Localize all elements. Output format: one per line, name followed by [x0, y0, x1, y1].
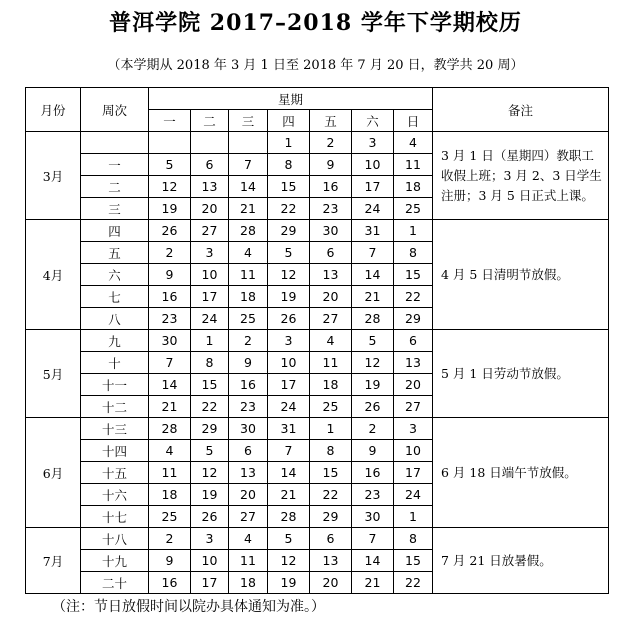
day-cell: 26 [191, 506, 229, 528]
week-label: 六 [81, 264, 149, 286]
day-cell: 10 [191, 264, 229, 286]
day-cell: 20 [310, 572, 352, 594]
day-cell: 16 [229, 374, 268, 396]
day-cell: 11 [229, 264, 268, 286]
day-cell: 27 [191, 220, 229, 242]
week-label: 十二 [81, 396, 149, 418]
day-cell: 30 [229, 418, 268, 440]
calendar-table [25, 87, 609, 594]
day-cell: 11 [149, 462, 191, 484]
day-cell: 14 [149, 374, 191, 396]
remark-cell: 3 月 1 日（星期四）教职工收假上班；3 月 2、3 日学生注册；3 月 5 日正式上课。 [433, 132, 609, 220]
week-header: 周次 [81, 88, 149, 132]
day-cell: 8 [310, 440, 352, 462]
day-cell: 12 [191, 462, 229, 484]
week-label: 八 [81, 308, 149, 330]
day-cell: 4 [394, 132, 433, 154]
day-cell: 6 [394, 330, 433, 352]
week-label: 十八 [81, 528, 149, 550]
day-cell: 2 [229, 330, 268, 352]
remark-cell: 5 月 1 日劳动节放假。 [433, 330, 609, 418]
day-cell: 1 [268, 132, 310, 154]
day-cell: 13 [229, 462, 268, 484]
remarks-header: 备注 [433, 88, 609, 132]
day-cell: 25 [394, 198, 433, 220]
week-label [81, 132, 149, 154]
week-row [26, 330, 609, 352]
remark-cell: 6 月 18 日端午节放假。 [433, 418, 609, 528]
day-cell: 9 [229, 352, 268, 374]
day-cell: 14 [352, 550, 394, 572]
week-row [26, 220, 609, 242]
day-cell: 22 [191, 396, 229, 418]
day-cell: 3 [352, 132, 394, 154]
day-cell: 28 [352, 308, 394, 330]
day-cell: 8 [394, 242, 433, 264]
day-cell: 7 [352, 242, 394, 264]
day-cell: 20 [229, 484, 268, 506]
day-cell: 18 [310, 374, 352, 396]
day-cell: 7 [229, 154, 268, 176]
day-cell: 3 [268, 330, 310, 352]
day-cell: 16 [352, 462, 394, 484]
week-label: 十一 [81, 374, 149, 396]
week-label: 三 [81, 198, 149, 220]
day-cell: 28 [149, 418, 191, 440]
day-cell: 21 [352, 572, 394, 594]
day-cell: 19 [268, 572, 310, 594]
day-cell: 1 [394, 506, 433, 528]
day-cell: 5 [268, 528, 310, 550]
week-label: 九 [81, 330, 149, 352]
day-cell: 12 [268, 264, 310, 286]
day-cell: 11 [229, 550, 268, 572]
day-cell: 11 [394, 154, 433, 176]
day-header-fri: 五 [310, 110, 352, 132]
day-cell: 17 [191, 572, 229, 594]
day-cell: 5 [191, 440, 229, 462]
day-cell: 2 [149, 242, 191, 264]
day-cell: 13 [310, 264, 352, 286]
day-cell: 19 [268, 286, 310, 308]
day-cell: 23 [352, 484, 394, 506]
month-header: 月份 [26, 88, 81, 132]
day-cell [191, 132, 229, 154]
week-label: 一 [81, 154, 149, 176]
day-cell: 22 [394, 572, 433, 594]
day-cell: 11 [310, 352, 352, 374]
week-row [26, 132, 609, 154]
day-cell: 7 [352, 528, 394, 550]
day-cell: 16 [149, 572, 191, 594]
day-cell: 24 [352, 198, 394, 220]
day-cell: 10 [394, 440, 433, 462]
day-cell [149, 132, 191, 154]
day-cell: 6 [229, 440, 268, 462]
day-cell: 10 [191, 550, 229, 572]
week-label: 二十 [81, 572, 149, 594]
day-header-mon: 一 [149, 110, 191, 132]
day-cell: 20 [310, 286, 352, 308]
day-header-thu: 四 [268, 110, 310, 132]
day-header-sat: 六 [352, 110, 394, 132]
week-label: 七 [81, 286, 149, 308]
day-cell: 8 [268, 154, 310, 176]
day-cell: 21 [268, 484, 310, 506]
day-cell: 29 [310, 506, 352, 528]
day-cell: 30 [352, 506, 394, 528]
day-cell: 31 [352, 220, 394, 242]
month-label: 5月 [26, 330, 81, 418]
week-label: 十五 [81, 462, 149, 484]
day-cell: 16 [149, 286, 191, 308]
day-header-wed: 三 [229, 110, 268, 132]
day-cell [229, 132, 268, 154]
day-cell: 12 [268, 550, 310, 572]
day-cell: 28 [268, 506, 310, 528]
day-cell: 18 [149, 484, 191, 506]
day-cell: 13 [394, 352, 433, 374]
day-cell: 12 [149, 176, 191, 198]
day-cell: 2 [352, 418, 394, 440]
day-cell: 22 [268, 198, 310, 220]
day-cell: 28 [229, 220, 268, 242]
week-label: 十九 [81, 550, 149, 572]
month-label: 7月 [26, 528, 81, 594]
day-cell: 27 [310, 308, 352, 330]
day-cell: 1 [191, 330, 229, 352]
day-cell: 6 [191, 154, 229, 176]
month-label: 6月 [26, 418, 81, 528]
day-cell: 18 [394, 176, 433, 198]
day-cell: 27 [229, 506, 268, 528]
day-cell: 2 [149, 528, 191, 550]
day-cell: 24 [394, 484, 433, 506]
day-cell: 22 [310, 484, 352, 506]
day-cell: 17 [191, 286, 229, 308]
day-cell: 14 [352, 264, 394, 286]
day-cell: 9 [352, 440, 394, 462]
day-cell: 4 [229, 528, 268, 550]
week-label: 十 [81, 352, 149, 374]
day-cell: 8 [191, 352, 229, 374]
day-cell: 9 [149, 264, 191, 286]
day-cell: 14 [229, 176, 268, 198]
day-cell: 29 [191, 418, 229, 440]
remark-cell: 7 月 21 日放暑假。 [433, 528, 609, 594]
day-header-sun: 日 [394, 110, 433, 132]
day-cell: 15 [191, 374, 229, 396]
day-cell: 16 [310, 176, 352, 198]
week-label: 十六 [81, 484, 149, 506]
day-cell: 15 [310, 462, 352, 484]
day-cell: 18 [229, 572, 268, 594]
page-title: 普洱学院 2017–2018 学年下学期校历 [109, 10, 522, 36]
week-row [26, 418, 609, 440]
weekday-group-header: 星期 [149, 88, 433, 110]
day-cell: 29 [268, 220, 310, 242]
day-cell: 24 [268, 396, 310, 418]
day-cell: 6 [310, 242, 352, 264]
day-cell: 1 [310, 418, 352, 440]
day-cell: 10 [352, 154, 394, 176]
day-cell: 26 [268, 308, 310, 330]
day-cell: 12 [352, 352, 394, 374]
day-cell: 7 [149, 352, 191, 374]
day-cell: 4 [229, 242, 268, 264]
day-cell: 3 [191, 528, 229, 550]
remark-cell: 4 月 5 日清明节放假。 [433, 220, 609, 330]
day-cell: 23 [310, 198, 352, 220]
day-cell: 25 [310, 396, 352, 418]
day-cell: 18 [229, 286, 268, 308]
day-cell: 10 [268, 352, 310, 374]
day-cell: 5 [268, 242, 310, 264]
calendar-body [26, 88, 609, 594]
page-subtitle: （本学期从 2018 年 3 月 1 日至 2018 年 7 月 20 日，教学共 20 周） [107, 58, 524, 73]
footer-note: （注：节日放假时间以院办具体通知为准。） [52, 599, 325, 615]
day-cell: 24 [191, 308, 229, 330]
day-cell: 15 [394, 550, 433, 572]
week-label: 十四 [81, 440, 149, 462]
day-cell: 23 [149, 308, 191, 330]
week-label: 二 [81, 176, 149, 198]
day-cell: 27 [394, 396, 433, 418]
day-cell: 21 [229, 198, 268, 220]
day-cell: 3 [191, 242, 229, 264]
day-cell: 30 [310, 220, 352, 242]
week-label: 五 [81, 242, 149, 264]
day-cell: 14 [268, 462, 310, 484]
day-cell: 20 [191, 198, 229, 220]
day-cell: 15 [394, 264, 433, 286]
day-cell: 9 [149, 550, 191, 572]
day-cell: 19 [352, 374, 394, 396]
day-cell: 7 [268, 440, 310, 462]
day-cell: 3 [394, 418, 433, 440]
day-cell: 4 [310, 330, 352, 352]
day-cell: 19 [191, 484, 229, 506]
day-cell: 21 [149, 396, 191, 418]
day-cell: 22 [394, 286, 433, 308]
day-cell: 5 [149, 154, 191, 176]
day-cell: 5 [352, 330, 394, 352]
day-cell: 17 [268, 374, 310, 396]
day-cell: 17 [394, 462, 433, 484]
day-cell: 8 [394, 528, 433, 550]
day-cell: 15 [268, 176, 310, 198]
day-cell: 4 [149, 440, 191, 462]
day-cell: 13 [191, 176, 229, 198]
day-cell: 30 [149, 330, 191, 352]
week-label: 十三 [81, 418, 149, 440]
day-cell: 1 [394, 220, 433, 242]
day-cell: 29 [394, 308, 433, 330]
day-cell: 19 [149, 198, 191, 220]
day-cell: 17 [352, 176, 394, 198]
day-cell: 25 [229, 308, 268, 330]
week-label: 十七 [81, 506, 149, 528]
week-label: 四 [81, 220, 149, 242]
day-cell: 26 [149, 220, 191, 242]
day-cell: 26 [352, 396, 394, 418]
day-cell: 25 [149, 506, 191, 528]
month-label: 4月 [26, 220, 81, 330]
day-cell: 20 [394, 374, 433, 396]
day-cell: 9 [310, 154, 352, 176]
day-cell: 13 [310, 550, 352, 572]
day-header-tue: 二 [191, 110, 229, 132]
day-cell: 6 [310, 528, 352, 550]
day-cell: 23 [229, 396, 268, 418]
day-cell: 21 [352, 286, 394, 308]
week-row [26, 528, 609, 550]
day-cell: 2 [310, 132, 352, 154]
day-cell: 31 [268, 418, 310, 440]
month-label: 3月 [26, 132, 81, 220]
